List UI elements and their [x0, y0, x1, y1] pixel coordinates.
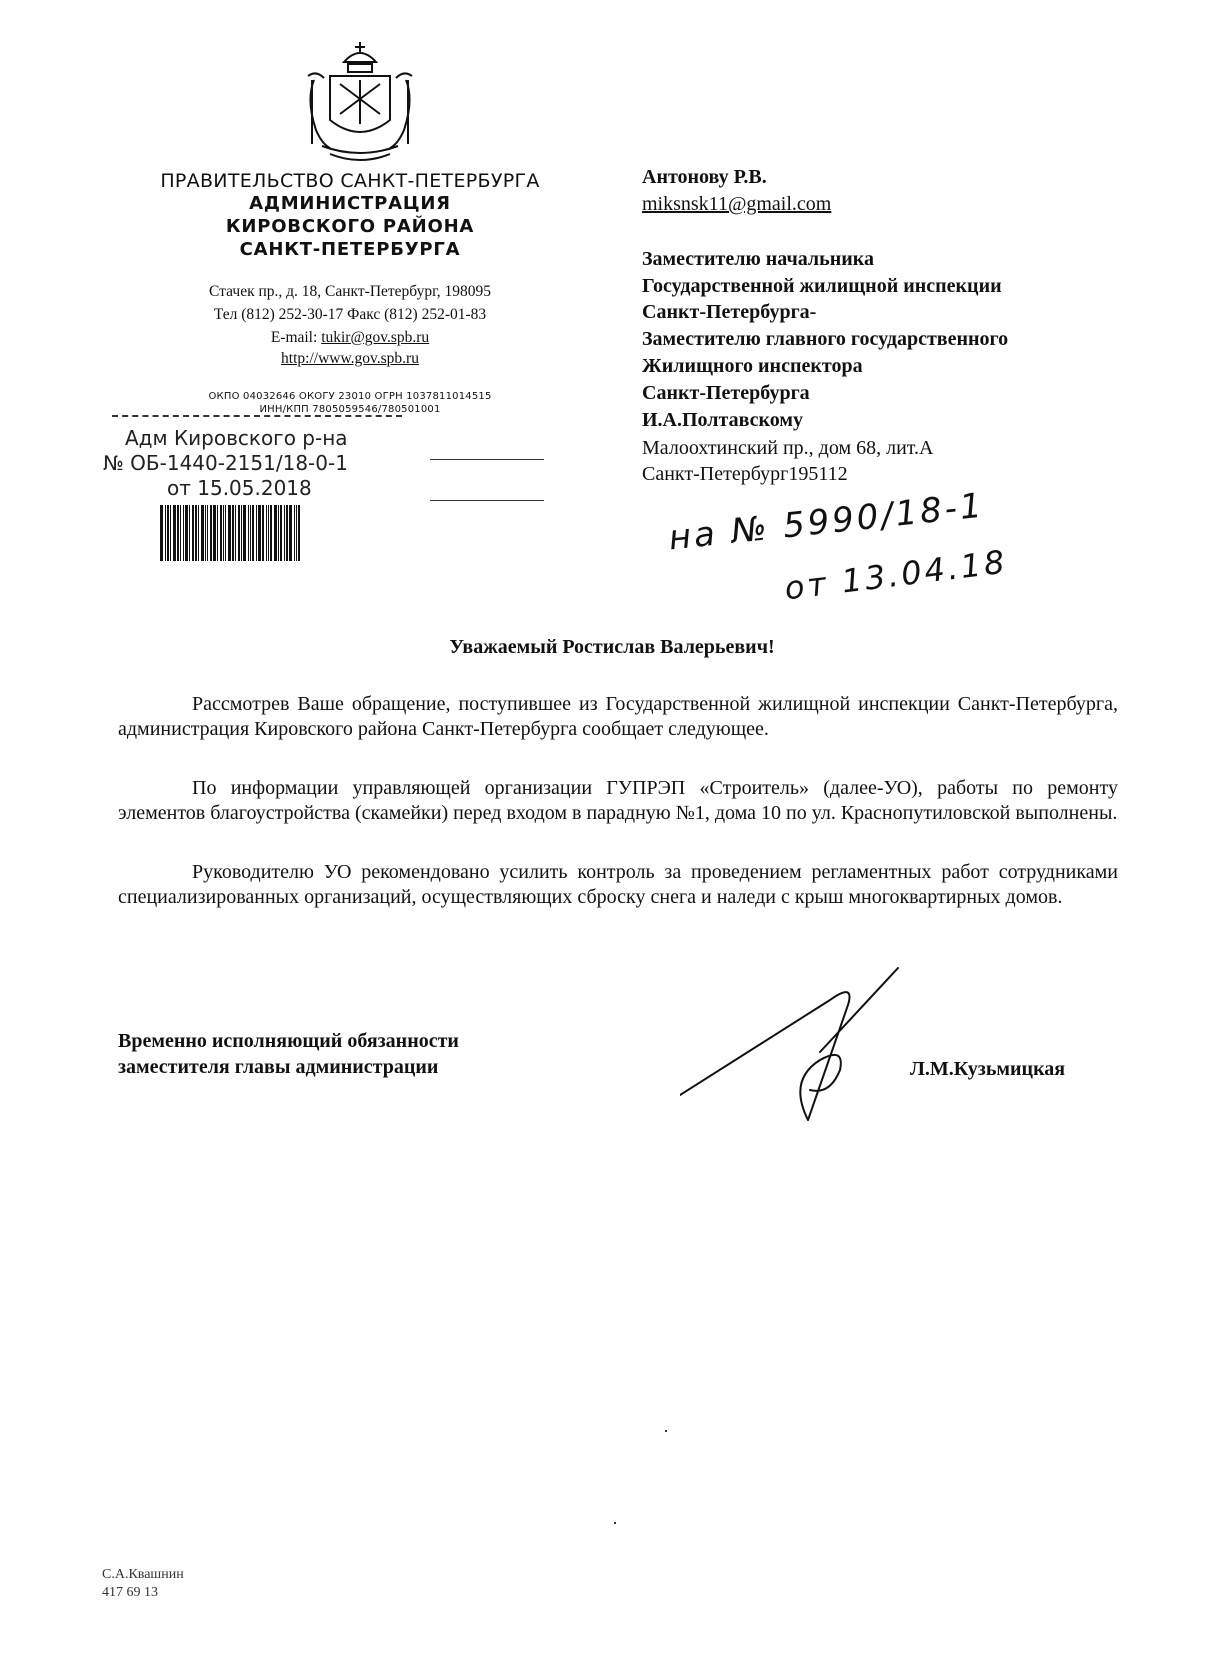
recipient-title-4: Заместителю главного государственного	[642, 328, 1009, 350]
sender-email-line	[130, 329, 570, 347]
executor-name: С.А.Квашнин	[102, 1567, 184, 1582]
barcode-bar	[207, 505, 208, 561]
barcode-bar	[268, 505, 269, 561]
barcode-bar	[296, 505, 297, 561]
barcode-bar	[241, 505, 242, 561]
recipient-title-6: Санкт-Петербурга	[642, 382, 810, 404]
barcode-bar	[235, 505, 236, 561]
sender-website-line	[130, 350, 570, 368]
barcode-bar	[298, 505, 300, 561]
sender-website-link[interactable]: http://www.gov.spb.ru	[281, 350, 419, 367]
executor-phone: 417 69 13	[102, 1585, 158, 1600]
barcode-bar	[195, 505, 197, 561]
barcode-bar	[252, 505, 254, 561]
recipient-address-1: Малоохтинский пр., дом 68, лит.А	[642, 437, 934, 459]
recipient-title-1: Заместителю начальника	[642, 248, 874, 270]
barcode-bar	[170, 505, 171, 561]
barcode-bar	[258, 505, 261, 561]
recipient-name: Антонову Р.В.	[642, 166, 767, 188]
recipient-title-5: Жилищного инспектора	[642, 355, 863, 377]
signatory-name: Л.М.Кузьмицкая	[910, 1058, 1066, 1080]
recipient-email-link[interactable]: miksnsk11@gmail.com	[642, 193, 832, 215]
barcode-bar	[160, 505, 163, 561]
barcode-bar	[278, 505, 279, 561]
recipient-title-3: Санкт-Петербурга-	[642, 301, 817, 323]
barcode-bar	[185, 505, 188, 561]
barcode-bar	[165, 505, 166, 561]
org-line-3: САНКТ-ПЕТЕРБУРГА	[239, 239, 461, 260]
sender-phone-fax: Тел (812) 252-30-17 Факс (812) 252-01-83	[213, 306, 487, 323]
barcode-bar	[198, 505, 199, 561]
body-paragraph-3: Руководителю УО рекомендовано усилить контроль за проведением регламентных работ сотрудниками специализированных организаций, осуществляющих сброску снега и наледи с крыш многоквартирных домов.	[118, 861, 1118, 908]
barcode-bar	[177, 505, 179, 561]
stamp-line-2: № ОБ-1440-2151/18-0-1	[103, 451, 348, 475]
barcode-bar	[286, 505, 288, 561]
government-title: ПРАВИТЕЛЬСТВО САНКТ-ПЕТЕРБУРГА	[160, 170, 540, 192]
sender-address: Стачек пр., д. 18, Санкт-Петербург, 198095	[209, 283, 491, 300]
handwritten-reference-number: на № 5990/18-1	[666, 485, 987, 559]
recipient-title-2: Государственной жилищной инспекции	[642, 275, 1002, 297]
body-paragraph-2: По информации управляющей организации ГУПРЭП «Строитель» (далее-УО), работы по ремонту элементов благоустройства (скамейки) перед входом в парадную №1, дома 10 по ул. Краснопутиловской выполнены.	[118, 777, 1118, 824]
barcode-bar	[270, 505, 272, 561]
blank-rule-1	[430, 459, 544, 460]
barcode-bar	[274, 505, 277, 561]
barcode-bar	[225, 505, 226, 561]
barcode-bar	[173, 505, 176, 561]
barcode-bar	[167, 505, 169, 561]
barcode-bar	[210, 505, 212, 561]
barcode-bar	[262, 505, 264, 561]
salutation: Уважаемый Ростислав Валерьевич!	[449, 636, 775, 658]
blank-rule-2	[430, 500, 544, 501]
barcode	[160, 505, 332, 561]
registry-codes-2: ИНН/КПП 7805059546/780501001	[259, 404, 441, 415]
barcode-bar	[266, 505, 267, 561]
handwritten-signature	[680, 960, 900, 1125]
coat-of-arms-emblem	[300, 40, 420, 166]
org-line-2: КИРОВСКОГО РАЙОНА	[225, 216, 475, 237]
recipient-title-7: И.А.Полтавскому	[642, 409, 804, 431]
stamp-line-3: от 15.05.2018	[167, 476, 312, 500]
recipient-address-2: Санкт-Петербург195112	[642, 463, 848, 485]
stamp-line-1: Адм Кировского р-на	[125, 426, 348, 450]
org-line-1: АДМИНИСТРАЦИЯ	[249, 193, 451, 214]
body-paragraph-1: Рассмотрев Ваше обращение, поступившее из Государственной жилищной инспекции Санкт-Петербурга, администрация Кировского района Санкт-Петербурга сообщает следующее.	[118, 693, 1118, 740]
barcode-bar	[217, 505, 218, 561]
signatory-title-1: Временно исполняющий обязанности	[118, 1030, 459, 1052]
signatory-title-2: заместителя главы администрации	[118, 1056, 439, 1078]
handwritten-reference-date: от 13.04.18	[782, 542, 1010, 608]
barcode-bar	[223, 505, 224, 561]
sender-email-link[interactable]: tukir@gov.spb.ru	[321, 329, 430, 346]
barcode-bar	[294, 505, 295, 561]
barcode-bar	[289, 505, 292, 561]
barcode-bar	[256, 505, 257, 561]
stamp-dashed-divider	[112, 415, 402, 417]
barcode-bar	[205, 505, 206, 561]
barcode-bar	[201, 505, 204, 561]
barcode-bar	[232, 505, 234, 561]
registry-codes-1: ОКПО 04032646 ОКОГУ 23010 ОГРН 1037811014515	[208, 391, 492, 402]
barcode-bar	[243, 505, 246, 561]
barcode-bar	[189, 505, 190, 561]
barcode-bar	[238, 505, 240, 561]
barcode-bar	[250, 505, 251, 561]
email-label: E-mail:	[270, 329, 322, 346]
barcode-bar	[248, 505, 249, 561]
barcode-bar	[284, 505, 285, 561]
scan-speck	[614, 1522, 616, 1524]
barcode-bar	[228, 505, 231, 561]
barcode-bar	[220, 505, 222, 561]
barcode-bar	[183, 505, 184, 561]
barcode-bar	[280, 505, 282, 561]
barcode-bar	[213, 505, 216, 561]
barcode-bar	[180, 505, 181, 561]
barcode-bar	[192, 505, 194, 561]
scan-speck	[665, 1430, 667, 1432]
